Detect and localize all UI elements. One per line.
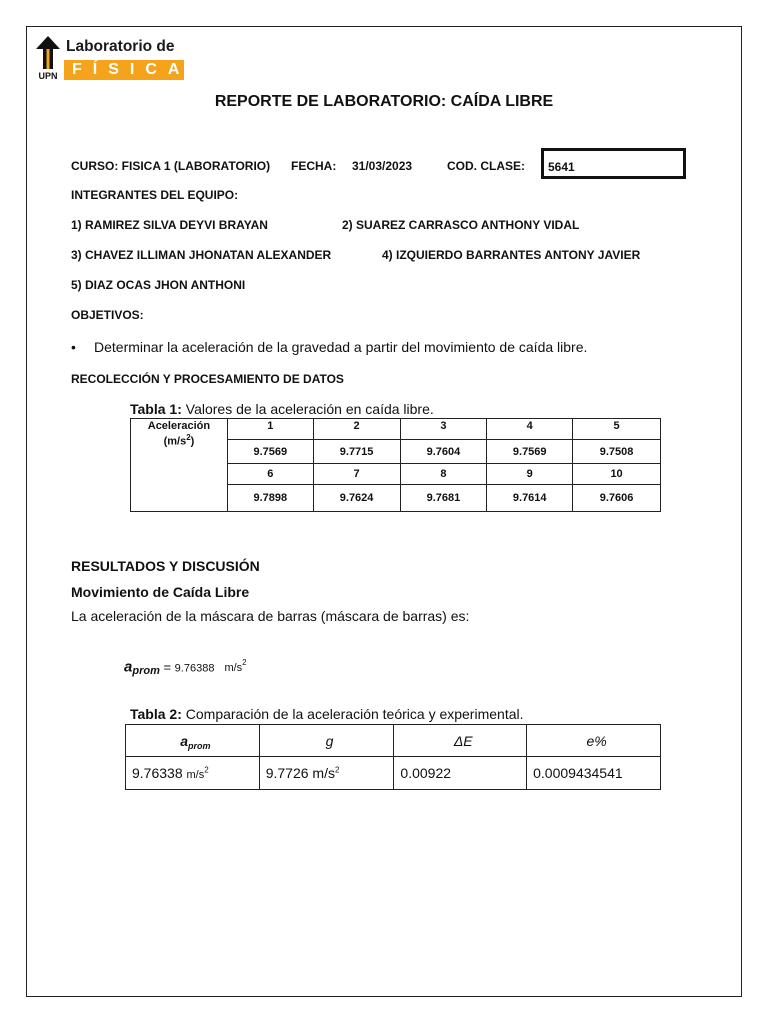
integrantes-label: INTEGRANTES DEL EQUIPO:	[71, 188, 239, 202]
tabla1-index: 8	[400, 464, 487, 485]
tabla1-value: 9.7606	[573, 485, 661, 512]
upn-logo	[34, 35, 191, 81]
fecha-value: 31/03/2023	[352, 159, 413, 173]
formula-a-prom: aprom = 9.76388 $m/s^2$	[124, 658, 247, 678]
tabla2-value-delta-e: 0.00922	[394, 757, 527, 790]
tabla1-value: 9.7898	[227, 485, 313, 512]
tabla2-header-g: g	[259, 725, 394, 757]
tabla1-index: 10	[573, 464, 661, 485]
tabla1-index: 4	[487, 419, 573, 440]
tabla1-row-label: Aceleración $(m/s^2)$	[131, 419, 228, 512]
cod-clase-box	[541, 148, 686, 179]
curso-label: CURSO: FISICA 1 (LABORATORIO)	[71, 159, 271, 173]
tabla1-value: 9.7569	[487, 440, 573, 464]
tabla1-value: 9.7569	[227, 440, 313, 464]
cod-clase-value: 5641	[548, 160, 575, 174]
tabla1-value: 9.7624	[313, 485, 400, 512]
tabla1	[130, 418, 661, 512]
member-1: 1) RAMIREZ SILVA DEYVI BRAYAN	[71, 218, 268, 232]
tabla1-value: 9.7681	[400, 485, 487, 512]
tabla2-header-delta-e: ΔE	[394, 725, 527, 757]
tabla1-index: 6	[227, 464, 313, 485]
objetivo-bullet-icon: •	[71, 339, 76, 355]
tabla2-header-a-prom: $a_{prom}$	[126, 725, 260, 757]
member-4: 4) IZQUIERDO BARRANTES ANTONY JAVIER	[382, 248, 641, 262]
member-5: 5) DIAZ OCAS JHON ANTHONI	[71, 278, 246, 292]
tabla2-value-g: 9.7726 $m/s^2$	[259, 757, 394, 790]
tabla1-value: 9.7604	[400, 440, 487, 464]
upn-torch-icon	[34, 35, 62, 81]
member-2: 2) SUAREZ CARRASCO ANTHONY VIDAL	[342, 218, 580, 232]
tabla2-value-a-prom: 9.76338 $m/s^2$	[126, 757, 260, 790]
tabla1-caption: Tabla 1: Valores de la aceleración en caída libre.	[130, 401, 434, 417]
tabla1-value: 9.7508	[573, 440, 661, 464]
tabla2-header-e-percent: e%	[527, 725, 661, 757]
logo-line2: FÍSICA	[72, 61, 191, 78]
objetivos-label: OBJETIVOS:	[71, 308, 144, 322]
recoleccion-label: RECOLECCIÓN Y PROCESAMIENTO DE DATOS	[71, 372, 344, 386]
logo-line1: Laboratorio de	[66, 38, 175, 55]
resultados-subheading: Movimiento de Caída Libre	[71, 584, 250, 600]
objetivo-item: Determinar la aceleración de la gravedad a partir del movimiento de caída libre.	[94, 339, 588, 355]
fecha-label: FECHA:	[291, 159, 337, 173]
tabla1-index: 5	[573, 419, 661, 440]
page-title: REPORTE DE LABORATORIO: CAÍDA LIBRE	[214, 93, 554, 110]
resultados-text: La aceleración de la máscara de barras (máscara de barras) es:	[71, 608, 470, 624]
tabla1-index: 3	[400, 419, 487, 440]
cod-clase-label: COD. CLASE:	[447, 159, 525, 173]
tabla2	[125, 724, 661, 790]
tabla1-value: 9.7715	[313, 440, 400, 464]
logo-abbr: UPN	[38, 71, 58, 81]
tabla1-index: 2	[313, 419, 400, 440]
tabla1-index: 7	[313, 464, 400, 485]
tabla2-caption: Tabla 2: Comparación de la aceleración teórica y experimental.	[130, 706, 524, 722]
tabla1-index: 9	[487, 464, 573, 485]
member-3: 3) CHAVEZ ILLIMAN JHONATAN ALEXANDER	[71, 248, 332, 262]
tabla2-value-e-percent: 0.0009434541	[527, 757, 661, 790]
resultados-heading: RESULTADOS Y DISCUSIÓN	[71, 558, 260, 574]
tabla1-value: 9.7614	[487, 485, 573, 512]
tabla1-index: 1	[227, 419, 313, 440]
